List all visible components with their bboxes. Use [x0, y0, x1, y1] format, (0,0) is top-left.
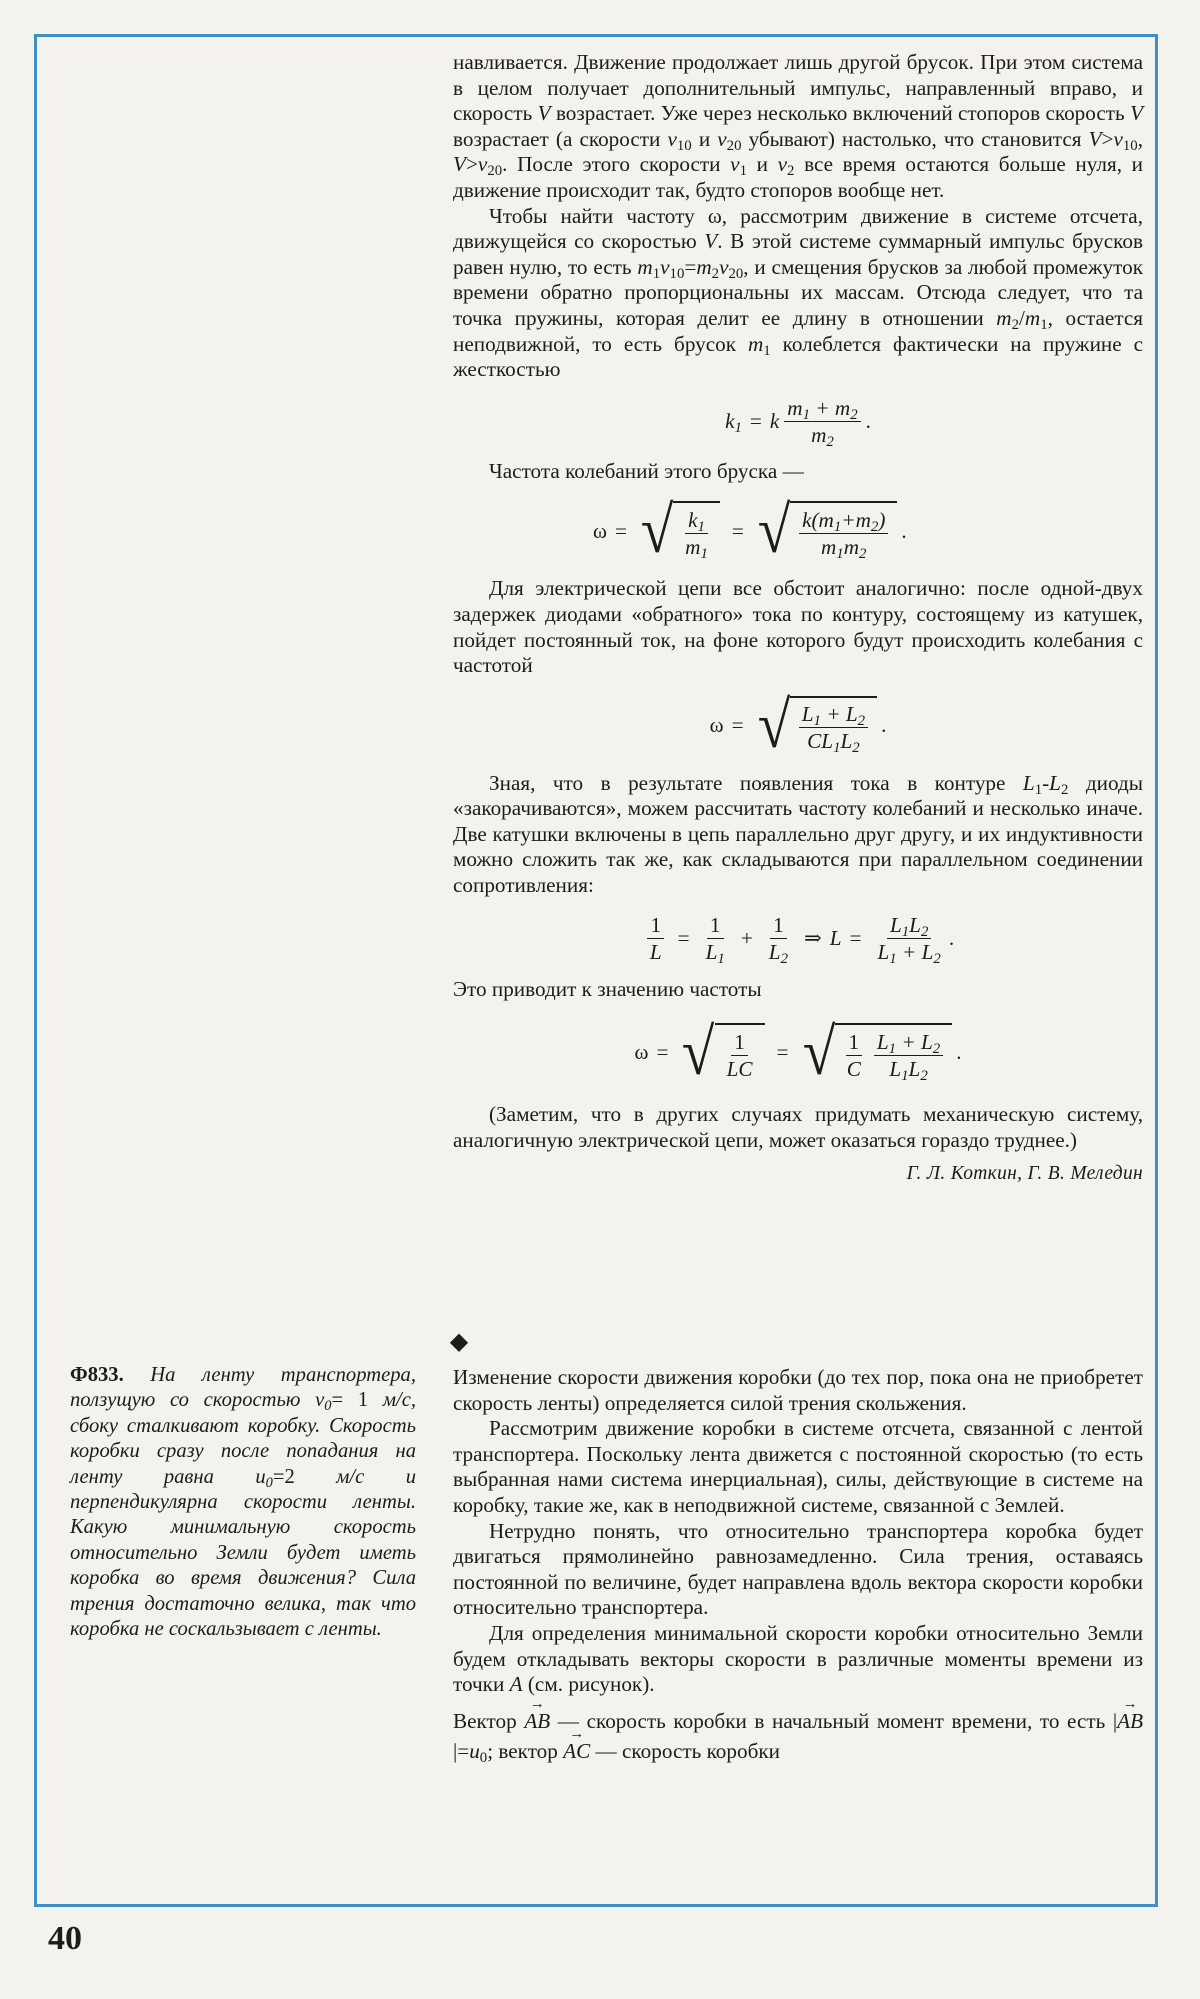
formula-parallel-inductance: $\frac{1}{L}$ = $\frac{1}{L_1}$ + $\frac{1}{L_2}$ ⇒ L = $\frac{L_1L_2}{L_1 + L_2}$ .	[453, 907, 1143, 971]
paragraph-7: (Заметим, что в других случаях придумать механическую систему, аналогичную электрической цепи, может оказаться гораздо труднее.)	[453, 1102, 1143, 1152]
formula-omega-result: ω = √ $\frac{1}{LC}$ = √ $\frac{1}{C}$ $\frac{L_1 + L_2}{L_1L_2}$ .	[634, 1016, 962, 1090]
formula-stiffness: $k_1$ = k $\frac{m_1 + m_2}{m_2}$ .	[725, 396, 871, 451]
vector-ac: → AC	[563, 1736, 590, 1766]
section-diamond-icon: ◆	[449, 1328, 469, 1355]
solution-column	[453, 1365, 1143, 1766]
problem-label: Ф833.	[70, 1364, 124, 1386]
solution-paragraph-5: Вектор → AB — скорость коробки в начальный момент времени, то есть |→ $AB|=u_0$; вектор → AC — скорость коробки	[453, 1706, 1143, 1766]
solution-paragraph-4: Для определения минимальной скорости коробки относительно Земли будем откладывать векторы скорости в различные моменты времени из точки A (см. рисунок).	[453, 1620, 1143, 1697]
author-signature: Г. Л. Коткин, Г. В. Меледин	[906, 1163, 1143, 1185]
vector-ab: → AB	[524, 1706, 550, 1736]
solution-paragraph-2: Рассмотрим движение коробки в системе отсчета, связанной с лентой транспортера. Поскольку лента движется с постоянной скоростью (то есть выбранная нами система инерциальная), силы, действующие в системе на коробку, такие же, как в неподвижной системе, связанной с Землей.	[453, 1416, 1143, 1517]
paragraph-1: навливается. Движение продолжает лишь другой брусок. При этом система в целом получает дополнительный импульс, направленный вправо, и скорость V возрастает. Уже через несколько включений стопоров скорость V возрастает (а скорости $v_{10}$ и $v_{20}$ убывают) настолько, что становится $V>v_{10}$, $V>v_{20}$. После этого скорости $v_1$ и $v_2$ все время остаются больше нуля, и движение происходит так, будто стопоров вообще нет.	[453, 50, 1144, 202]
vector-ab-modulus: → AB	[1117, 1706, 1143, 1736]
paragraph-4: Для электрической цепи все обстоит аналогично: после одной-двух задержек диодами «обратного» тока по контуру, состоящему из катушек, пойдет постоянный ток, на фоне которого будут происходить колебания с частотой	[453, 576, 1143, 678]
paragraph-2: Чтобы найти частоту ω, рассмотрим движение в системе отсчета, движущейся со скоростью V. В этой системе суммарный импульс брусков равен нулю, то есть $m_1v_{10}=m_2v_{20}$, и смещения брусков за любой промежуток времени обратно пропорциональны их массам. Отсюда следует, что та точка пружины, которая делит ее длину в отношении $m_2/m_1$, остается неподвижной, то есть брусок $m_1$ колеблется фактически на пружине с жесткостью	[453, 203, 1143, 382]
paragraph-3: Частота колебаний этого бруска —	[489, 458, 804, 483]
solution-paragraph-1: Изменение скорости движения коробки (до тех пор, пока она не приобретет скорость ленты) определяется силой трения скольжения.	[453, 1365, 1143, 1415]
formula-omega-circuit: ω = √ $\frac{L_1 + L_2}{CL_1L_2}$ .	[709, 688, 887, 762]
paragraph-6: Это приводит к значению частоты	[453, 976, 762, 1001]
problem-statement: Ф833. На ленту транспортера, ползущую со скоростью $v_0= 1$ м/с, сбоку сталкивают коробку. Скорость коробки сразу после попадания на ленту равна $u_0=2$ м/с и перпендикулярна скорости ленты. Какую минимальную скорость относительно Земли будет иметь коробка во время движения? Сила трения достаточно велика, так что коробка не соскальзывает с ленты.	[70, 1364, 417, 1641]
paragraph-5: Зная, что в результате появления тока в контуре $L_1-L_2$ диоды «закорачиваются», можем рассчитать частоту колебаний и несколько иначе. Две катушки включены в цепь параллельно друг другу, и их индуктивности можно сложить так же, как складываются при параллельном соединении сопротивления:	[453, 770, 1143, 898]
solution-paragraph-3: Нетрудно понять, что относительно транспортера коробка будет двигаться прямолинейно равнозамедленно. Сила трения, оставаясь постоянной по величине, будет направлена вдоль вектора скорости коробки относительно транспортера.	[453, 1518, 1143, 1620]
page-number: 40	[48, 1920, 82, 1957]
top-text-column	[453, 50, 1143, 1187]
formula-omega-mechanical: ω = √ $\frac{k_1}{m_1}$ = √ $\frac{k(m_1+m_2)}{m_1m_2}$ .	[593, 494, 907, 568]
